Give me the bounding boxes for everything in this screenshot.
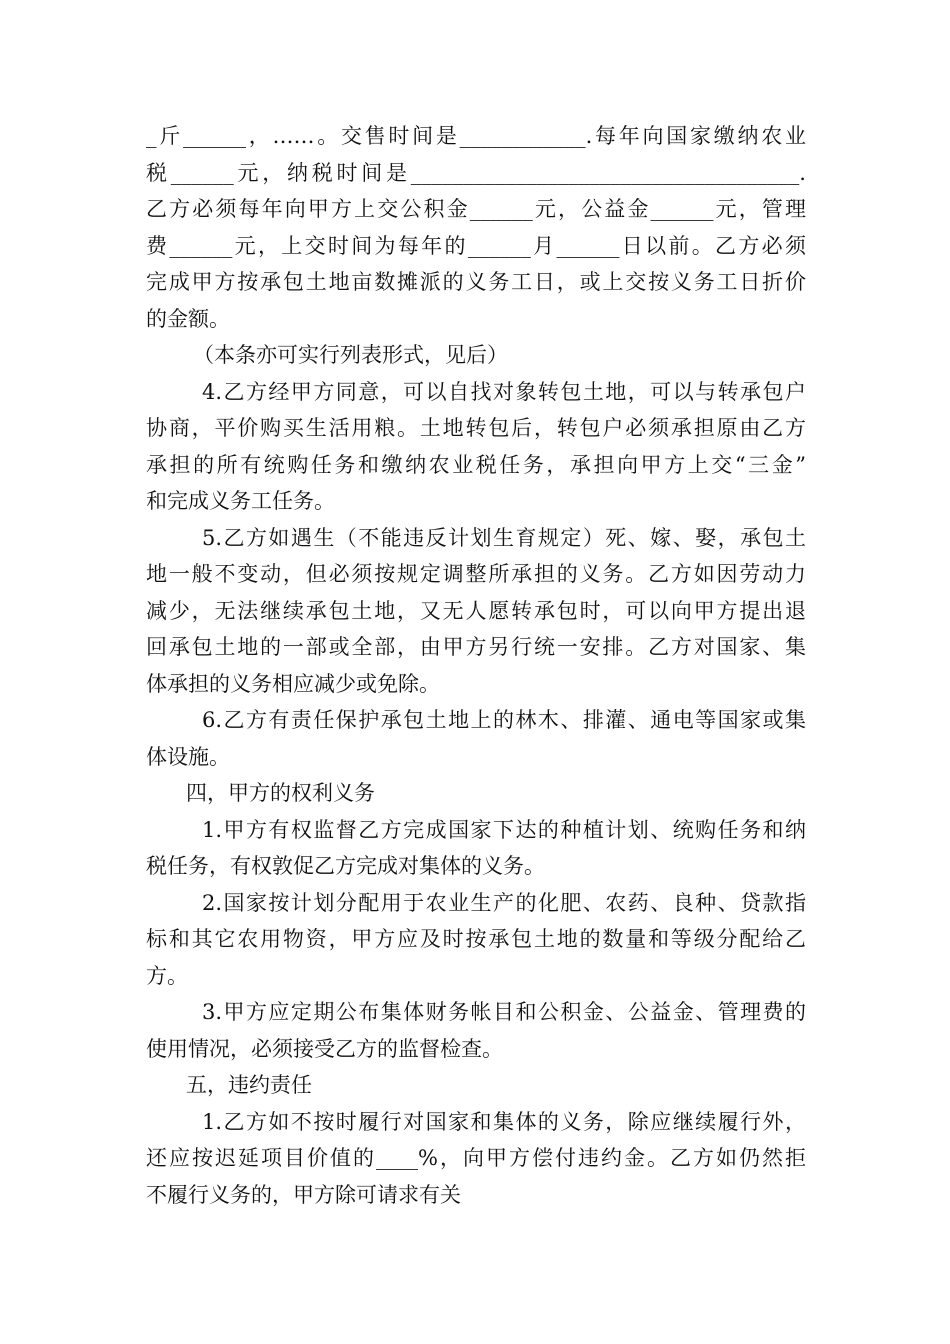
- paragraph-party-a-2: [146, 885, 806, 995]
- text-line: 减少，无法继续承包土地，又无人愿转承包时，可以向甲方提出退: [146, 598, 806, 623]
- section-heading: 五，违约责任: [186, 1073, 312, 1097]
- section-5-heading: [146, 1067, 806, 1104]
- text-line: 回承包土地的一部或全部，由甲方另行统一安排。乙方对国家、集: [146, 635, 806, 659]
- section-heading: 四，甲方的权利义务: [186, 781, 375, 805]
- text-line: 2.国家按计划分配用于农业生产的化肥、农药、良种、贷款指: [202, 890, 806, 915]
- text-line: 完成甲方按承包土地亩数摊派的义务工日，或上交按义务工日折价: [146, 270, 806, 294]
- text-line: 4.乙方经甲方同意，可以自找对象转包土地，可以与转承包户: [202, 379, 806, 404]
- paragraph-breach-1: [146, 1104, 806, 1214]
- text-line: 5.乙方如遇生（不能违反计划生育规定）死、嫁、娶，承包土: [202, 525, 806, 550]
- text-line: 协商，平价购买生活用粮。土地转包后，转包户必须承担原由乙方: [146, 416, 806, 440]
- text-line: 的金额。: [146, 306, 230, 331]
- text-line: 地一般不变动，但必须按规定调整所承担的义务。乙方如因劳动力: [146, 562, 806, 586]
- text-line: （本条亦可实行列表形式，见后）: [193, 343, 508, 367]
- text-line: 方。: [146, 963, 188, 988]
- text-line: 和完成义务工任务。: [146, 489, 335, 513]
- text-line: 税______元，纳税时间是_____________________________________.: [146, 160, 806, 185]
- paragraph-table-note: [146, 337, 806, 374]
- text-line: 乙方必须每年向甲方上交公积金______元，公益金______元，管理: [146, 197, 806, 221]
- paragraph-item-5: [146, 520, 806, 703]
- text-line: 不履行义务的，甲方除可请求有关: [146, 1182, 461, 1207]
- paragraph-party-a-3: [146, 994, 806, 1067]
- section-4-heading: [146, 775, 806, 812]
- text-line: 1.乙方如不按时履行对国家和集体的义务，除应继续履行外，: [202, 1109, 806, 1134]
- text-line: 承担的所有统购任务和缴纳农业税任务，承担向甲方上交“三金”: [146, 452, 806, 477]
- paragraph-quota-tax-fees: [146, 118, 806, 337]
- text-line: 费______元，上交时间为每年的______月______日以前。乙方必须: [146, 233, 806, 258]
- text-line: 税任务，有权敦促乙方完成对集体的义务。: [146, 854, 545, 878]
- paragraph-item-6: [146, 702, 806, 775]
- text-line: _斤______，……。交售时间是____________.每年向国家缴纳农业: [146, 124, 806, 148]
- text-line: 6.乙方有责任保护承包土地上的林木、排灌、通电等国家或集: [202, 708, 806, 732]
- text-line: 3.甲方应定期公布集体财务帐目和公积金、公益金、管理费的: [202, 1000, 806, 1024]
- text-line: 体承担的义务相应减少或免除。: [146, 671, 440, 696]
- text-line: 体设施。: [146, 744, 230, 769]
- paragraph-item-4: [146, 374, 806, 520]
- document-page: [146, 118, 806, 1213]
- text-line: 标和其它农用物资，甲方应及时按承包土地的数量和等级分配给乙: [146, 927, 806, 951]
- text-line: 还应按迟延项目价值的____%，向甲方偿付违约金。乙方如仍然拒: [146, 1146, 806, 1170]
- text-line: 使用情况，必须接受乙方的监督检查。: [146, 1036, 503, 1061]
- paragraph-party-a-1: [146, 812, 806, 885]
- text-line: 1.甲方有权监督乙方完成国家下达的种植计划、统购任务和纳: [202, 817, 806, 842]
